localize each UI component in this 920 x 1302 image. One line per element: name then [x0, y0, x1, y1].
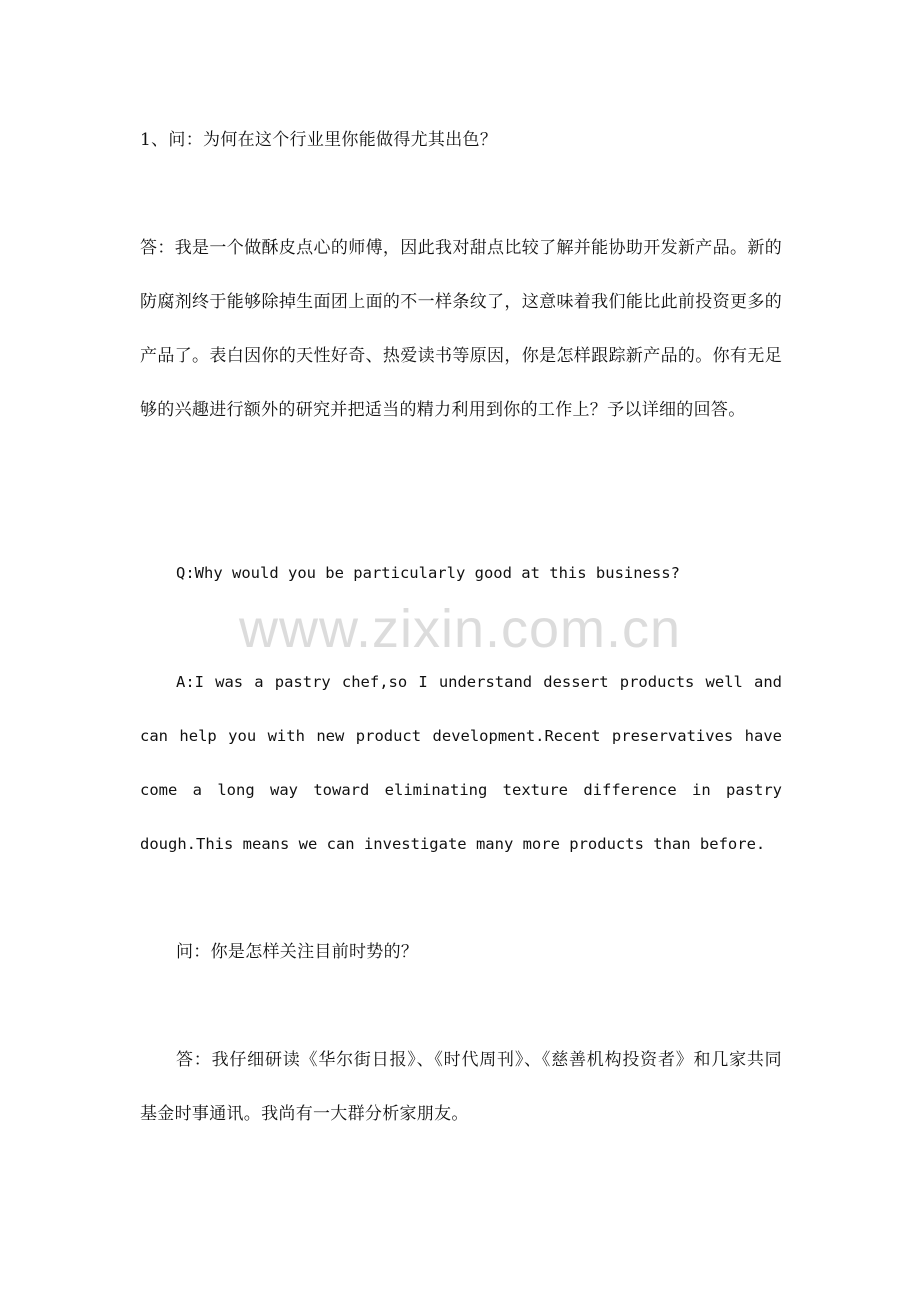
question-1-english: Q:Why would you be particularly good at this business?	[176, 564, 680, 582]
answer-1-english: A:I was a pastry chef,so I understand dessert products well and can help you with new product development.Recent preservatives have come a long way toward eliminating texture difference in pastry dough.This means we can investigate many more products than before.	[140, 673, 782, 853]
answer-2-chinese: 答：我仔细研读《华尔街日报》、《时代周刊》、《慈善机构投资者》和几家共同基金时事通讯。我尚有一大群分析家朋友。	[140, 1050, 782, 1124]
question-1-chinese: 1、问：为何在这个行业里你能做得尤其出色？	[140, 130, 498, 150]
question-2-chinese: 问：你是怎样关注目前时势的？	[176, 942, 419, 962]
watermark-text: www.zixin.com.cn	[238, 599, 682, 659]
answer-1-chinese: 答：我是一个做酥皮点心的师傅，因此我对甜点比较了解并能协助开发新产品。新的防腐剂终于能够除掉生面团上面的不一样条纹了，这意味着我们能比此前投资更多的产品了。表白因你的天性好奇、热爱读书等原因，你是怎样跟踪新产品的。你有无足够的兴趣进行额外的研究并把适当的精力利用到你的工作上？予以详细的回答。	[140, 238, 782, 420]
